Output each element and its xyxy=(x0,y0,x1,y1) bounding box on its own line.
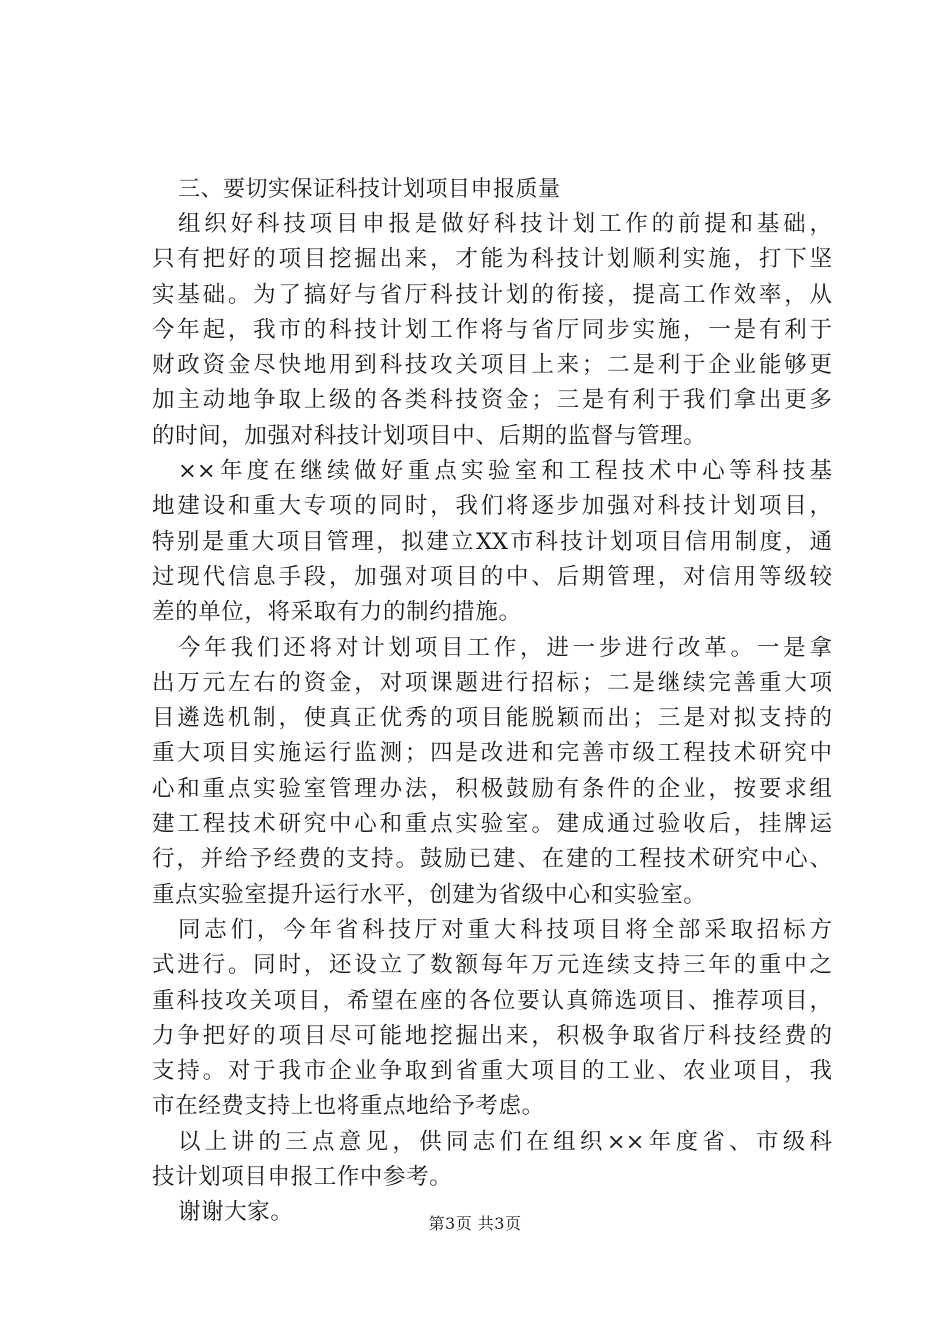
paragraph-line: 地建设和重大专项的同时，我们将逐步加强对科技计划项目， xyxy=(152,493,832,520)
paragraph-line: 实基础。为了搞好与省厅科技计划的衔接，提高工作效率，从 xyxy=(152,281,832,308)
document-body xyxy=(152,172,832,1231)
paragraph-line: 目遴选机制，使真正优秀的项目能脱颖而出；三是对拟支持的 xyxy=(152,705,832,732)
page-footer xyxy=(0,1213,950,1235)
paragraph-line: 出万元左右的资金，对项课题进行招标；二是继续完善重大项 xyxy=(152,669,832,696)
paragraph-line: 今年我们还将对计划项目工作，进一步进行改革。一是拿 xyxy=(178,634,832,661)
page-number-label: 第3页 共3页 xyxy=(428,1214,522,1233)
paragraph-line: 重点实验室提升运行水平，创建为省级中心和实验室。 xyxy=(152,881,707,908)
paragraph-line: 只有把好的项目挖掘出来，才能为科技计划顺利实施，打下坚 xyxy=(152,246,832,273)
paragraph-line: 组织好科技项目申报是做好科技计划工作的前提和基础， xyxy=(178,211,832,237)
paragraph-4 xyxy=(152,913,832,1125)
paragraph-2 xyxy=(152,454,832,630)
paragraph-line: 力争把好的项目尽可能地挖掘出来，积极争取省厅科技经费的 xyxy=(152,1022,832,1049)
paragraph-line: 过现代信息手段，加强对项目的中、后期管理，对信用等级较 xyxy=(152,563,832,590)
paragraph-line: 财政资金尽快地用到科技攻关项目上来；二是利于企业能够更 xyxy=(152,352,832,379)
closing-line: 谢谢大家。 xyxy=(178,1199,294,1226)
paragraph-line: 重科技攻关项目，希望在座的各位要认真筛选项目、推荐项目， xyxy=(152,987,832,1014)
paragraph-line: 式进行。同时，还设立了数额每年万元连续支持三年的重中之 xyxy=(152,952,832,979)
paragraph-line: 重大项目实施运行监测；四是改进和完善市级工程技术研究中 xyxy=(152,740,832,767)
paragraph-line: 行，并给予经费的支持。鼓励已建、在建的工程技术研究中心、 xyxy=(152,846,832,873)
paragraph-line: 加主动地争取上级的各类科技资金；三是有利于我们拿出更多 xyxy=(152,387,832,414)
section-heading: 三、要切实保证科技计划项目申报质量 xyxy=(178,177,561,202)
paragraph-line: 以上讲的三点意见，供同志们在组织××年度省、市级科 xyxy=(178,1128,832,1155)
paragraph-line: 特别是重大项目管理，拟建立XX市科技计划项目信用制度，通 xyxy=(152,528,832,555)
paragraph-line: 技计划项目申报工作中参考。 xyxy=(152,1164,453,1191)
paragraph-line: 心和重点实验室管理办法，积极鼓励有条件的企业，按要求组 xyxy=(152,775,832,802)
paragraph-5 xyxy=(152,1125,832,1196)
paragraph-3 xyxy=(152,631,832,913)
paragraph-line: 市在经费支持上也将重点地给予考虑。 xyxy=(152,1093,545,1120)
paragraph-line: 差的单位，将采取有力的制约措施。 xyxy=(152,599,522,626)
paragraph-line: ××年度在继续做好重点实验室和工程技术中心等科技基 xyxy=(178,458,832,485)
paragraph-line: 同志们，今年省科技厅对重大科技项目将全部采取招标方 xyxy=(178,916,832,943)
paragraph-line: 的时间，加强对科技计划项目中、后期的监督与管理。 xyxy=(152,422,707,449)
paragraph-line: 今年起，我市的科技计划工作将与省厅同步实施，一是有利于 xyxy=(152,316,832,343)
paragraph-line: 支持。对于我市企业争取到省重大项目的工业、农业项目，我 xyxy=(152,1058,832,1085)
paragraph-line: 建工程技术研究中心和重点实验室。建成通过验收后，挂牌运 xyxy=(152,811,832,838)
paragraph-1 xyxy=(152,207,832,454)
